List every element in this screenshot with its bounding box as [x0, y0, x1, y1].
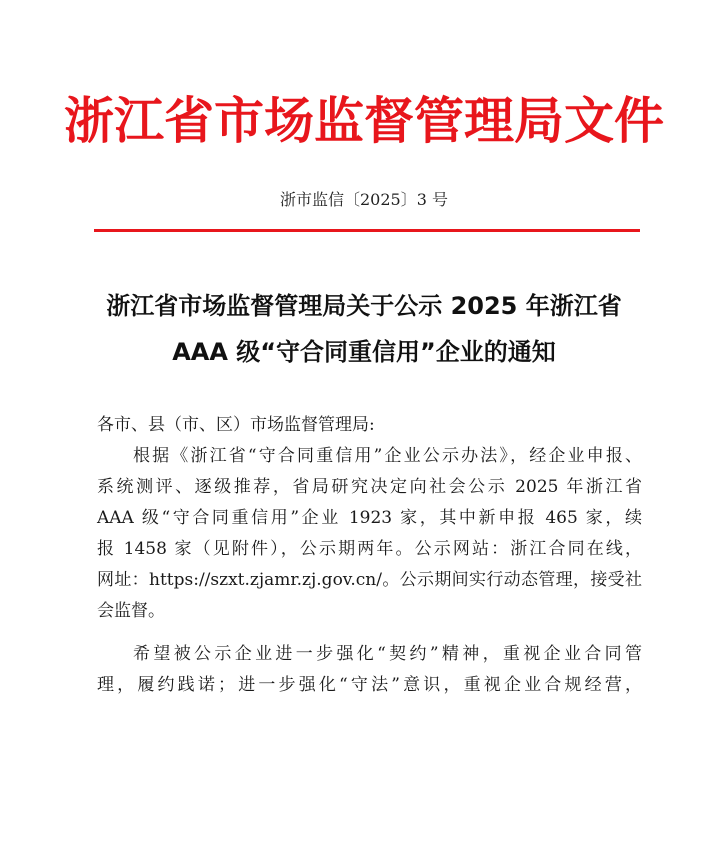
paragraph-1-line: 系统测评、逐级推荐，省局研究决定向社会公示 2025 年浙江省 [97, 477, 642, 497]
notice-title-line-2: AAA 级“守合同重信用”企业的通知 [172, 338, 556, 366]
salutation: 各市、县（市、区）市场监督管理局: [97, 415, 375, 435]
paragraph-2-line: 希望被公示企业进一步强化“契约”精神，重视企业合同管 [133, 644, 642, 664]
notice-title-line-1: 浙江省市场监督管理局关于公示 2025 年浙江省 [106, 292, 622, 320]
paragraph-1-line: 根据《浙江省“守合同重信用”企业公示办法》，经企业申报、 [133, 446, 642, 466]
paragraph-1-line: 网址：https://szxt.zjamr.zj.gov.cn/。公示期间实行动态管理，接受社 [97, 570, 642, 590]
document-number: 浙市监信〔2025〕3 号 [280, 190, 448, 209]
notice-title [60, 283, 668, 375]
agency-header-title: 浙江省市场监督管理局文件 [64, 92, 664, 150]
red-separator-line [94, 229, 640, 232]
paragraph-1-line: 报 1458 家（见附件），公示期两年。公示网站：浙江合同在线， [97, 539, 642, 559]
paragraph-2-line: 理，履约践诺；进一步强化“守法”意识，重视企业合规经营， [97, 675, 642, 695]
paragraph-1-line: 会监督。 [97, 601, 165, 621]
paragraph-1-line: AAA 级“守合同重信用”企业 1923 家，其中新申报 465 家，续 [97, 508, 642, 528]
notice-body [97, 410, 642, 701]
